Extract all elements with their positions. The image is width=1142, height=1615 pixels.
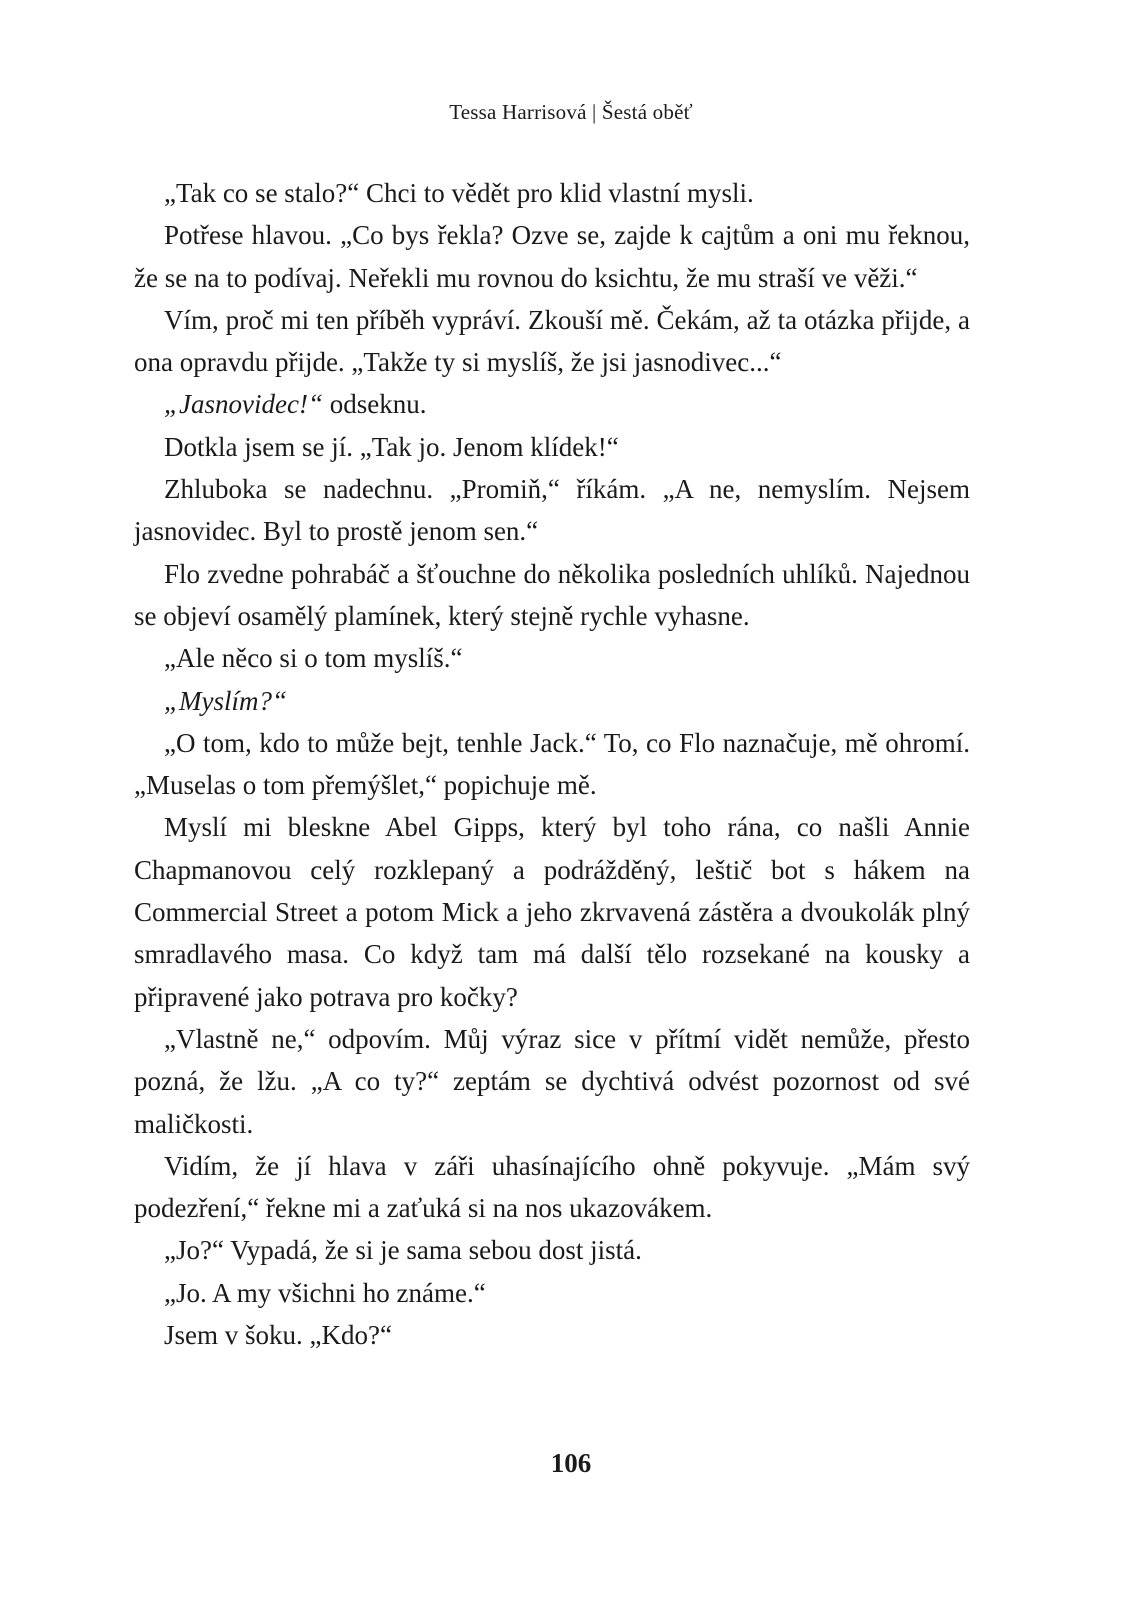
paragraph: „O tom, kdo to může bejt, tenhle Jack.“ To, co Flo naznačuje, mě ohromí. „Muselas o tom přemýšlet,“ popichuje mě.: [134, 727, 970, 801]
paragraph: Zhluboka se nadechnu. „Promiň,“ říkám. „A ne, nemyslím. Nejsem jasnovidec. Byl to prostě jenom sen.“: [134, 474, 970, 547]
running-head: Tessa Harrisová | Šestá oběť: [449, 100, 693, 124]
paragraph: Flo zvedne pohrabáč a šťouchne do několika posledních uhlíků. Najednou se objeví osamělý plamínek, který stejně rychle vyhasne.: [134, 558, 970, 631]
paragraph: [134, 680, 970, 722]
paragraph: „Ale něco si o tom myslíš.“: [164, 643, 463, 674]
italic-exclamation: „Jasnovidec!“: [164, 389, 323, 420]
paragraph: Vím, proč mi ten příběh vypráví. Zkouší mě. Čekám, až ta otázka přijde, a ona opravdu přijde. „Takže ty si myslíš, že jsi jasnodivec...“: [134, 304, 970, 378]
body-text: [134, 172, 970, 1356]
page-number: 106: [550, 1448, 592, 1478]
paragraph-tail: odseknu.: [322, 389, 427, 420]
paragraph: Jsem v šoku. „Kdo?“: [164, 1320, 392, 1351]
paragraph: „Jo. A my všichni ho známe.“: [164, 1277, 486, 1308]
paragraph: Dotkla jsem se jí. „Tak jo. Jenom klídek!“: [164, 431, 619, 462]
paragraph: Potřese hlavou. „Co bys řekla? Ozve se, zajde k cajtům a oni mu řeknou, že se na to podívaj. Neřekli mu rovnou do ksichtu, že mu straší ve věži.“: [134, 220, 970, 293]
paragraph: „Jo?“ Vypadá, že si je sama sebou dost jistá.: [164, 1235, 642, 1266]
italic-question: „Myslím?“: [164, 685, 288, 716]
paragraph: [134, 383, 970, 425]
paragraph: „Vlastně ne,“ odpovím. Můj výraz sice v přítmí vidět nemůže, přesto pozná, že lžu. „A co ty?“ zeptám se dychtivá odvést pozornost od své maličkosti.: [134, 1023, 970, 1139]
paragraph: Vidím, že jí hlava v záři uhasínajícího ohně pokyvuje. „Mám svý podezření,“ řekne mi a zaťuká si na nos ukazovákem.: [134, 1150, 970, 1224]
paragraph: Myslí mi bleskne Abel Gipps, který byl toho rána, co našli Annie Chapmanovou celý rozklepaný a podrážděný, leštič bot s hákem na Commercial Street a potom Mick a jeho zkrvavená zástěra a dvoukolák plný smradlavého masa. Co když tam má další tělo rozsekané na kousky a připravené jako potrava pro kočky?: [134, 812, 970, 1012]
paragraph: „Tak co se stalo?“ Chci to vědět pro klid vlastní mysli.: [164, 178, 754, 208]
